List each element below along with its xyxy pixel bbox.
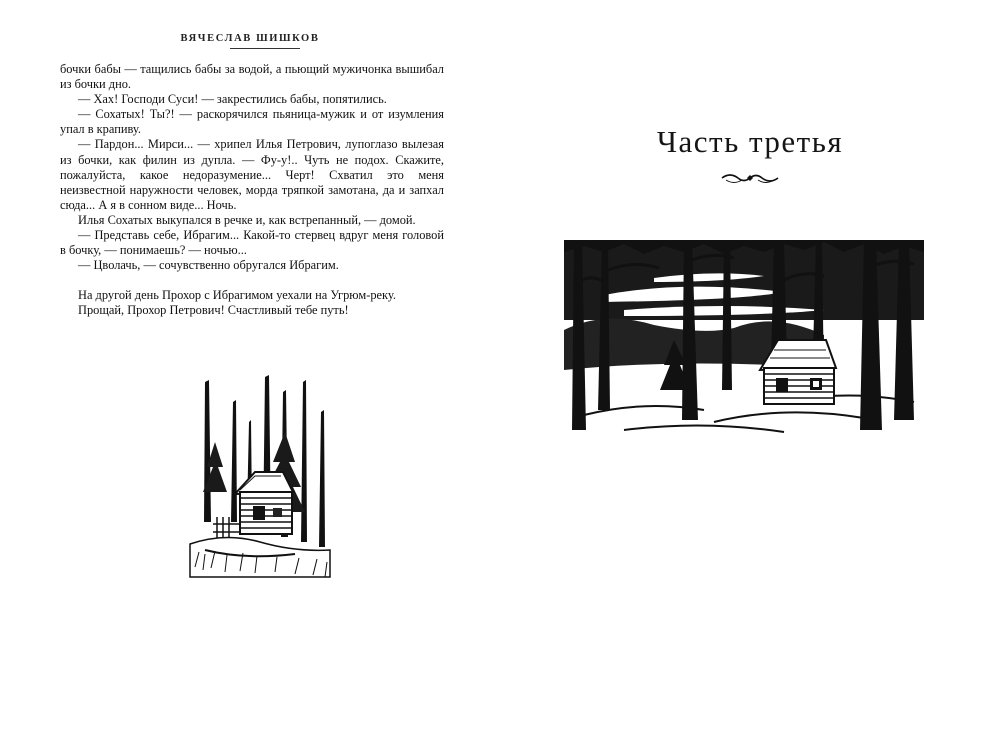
paragraph: бочки бабы — тащились бабы за водой, а пьющий мужичонка вышибал из бочки дно. bbox=[60, 62, 444, 92]
paragraph: — Сохатых! Ты?! — раскорячился пьяница-мужик и от изумления упал в крапиву. bbox=[60, 107, 444, 137]
paragraph: — Хах! Господи Суси! — закрестились бабы, попятились. bbox=[78, 92, 387, 107]
paragraph: — Пардон... Мирси... — хрипел Илья Петрович, лупоглазо вылезая из бочки, как филин из дупла. — Фу-у!.. Чуть не подох. Скажите, пожалуйста, какое недоразумение... Черт! Схватил это меня неизвестной наружности человек, морда тряпкой замотана, да и запхал сюда... А я в сонном виде... Ночь. bbox=[60, 137, 444, 212]
running-head-author: ВЯЧЕСЛАВ ШИШКОВ bbox=[180, 33, 320, 44]
cabin-forest-illustration bbox=[185, 372, 335, 587]
paragraph: — Цволачь, — сочувственно обругался Ибрагим. bbox=[78, 258, 339, 273]
paragraph: — Представь себе, Ибрагим... Какой-то стервец вдруг меня головой в бочку, — понимаешь? — ночью... bbox=[60, 228, 444, 258]
right-page bbox=[500, 0, 1000, 750]
flourish-ornament-icon bbox=[720, 170, 780, 186]
forest-cabin-engraving bbox=[564, 240, 924, 438]
part-title: Часть третья bbox=[656, 124, 844, 159]
paragraph: Илья Сохатых выкупался в речке и, как встрепанный, — домой. bbox=[78, 212, 416, 227]
running-head-rule bbox=[230, 48, 300, 49]
paragraph: Прощай, Прохор Петрович! Счастливый тебе путь! bbox=[78, 303, 349, 318]
paragraph: На другой день Прохор с Ибрагимом уехали на Угрюм-реку. bbox=[78, 288, 396, 303]
body-text bbox=[60, 62, 444, 319]
section-break bbox=[60, 273, 444, 288]
